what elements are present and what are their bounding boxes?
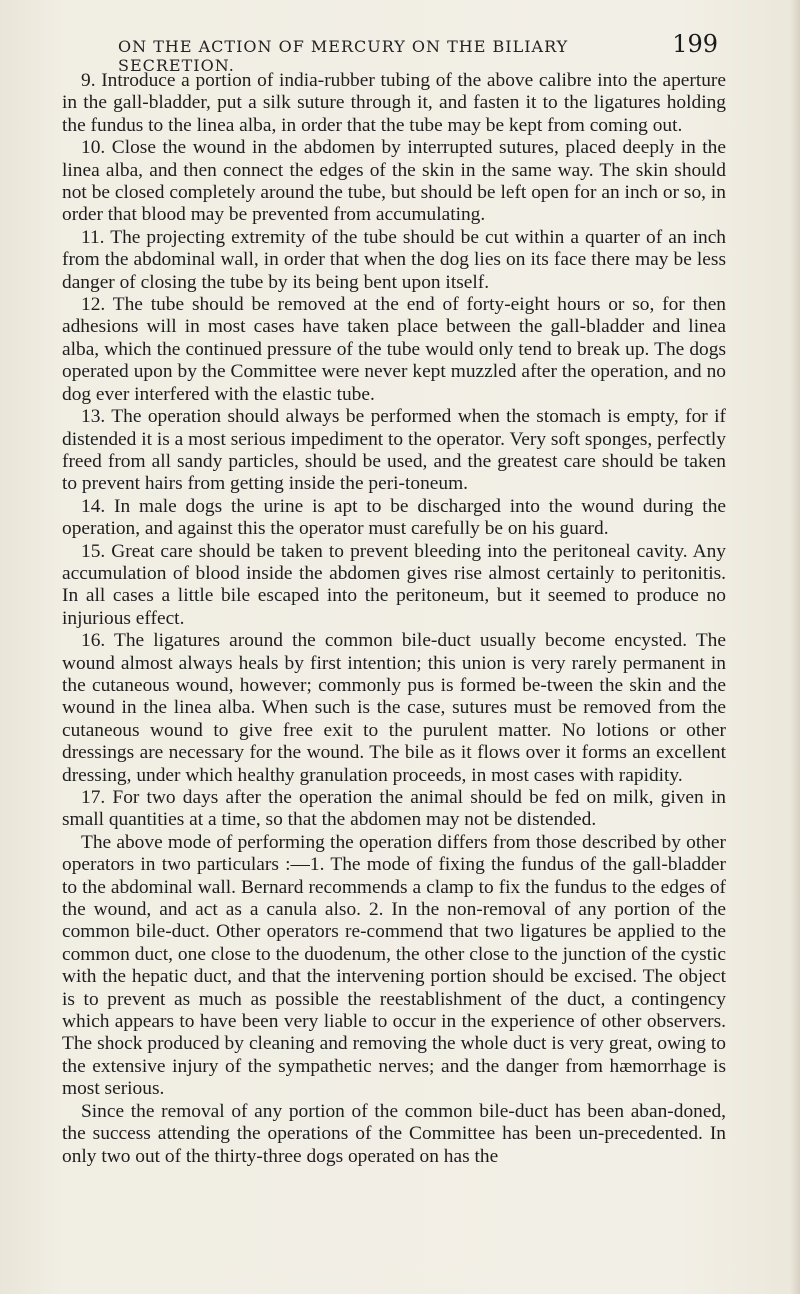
- page-header: [118, 30, 718, 75]
- paragraph-conclusion: Since the removal of any portion of the common bile-duct has been aban-doned, the success attending the operations of the Committee has been un-precedented. In only two out of the thirty-three dogs operated on has the: [62, 1100, 726, 1167]
- paragraph-item-11: 11. The projecting extremity of the tube should be cut within a quarter of an inch from the abdominal wall, in order that when the dog lies on its face there may be less danger of closing the tube by its being bent upon itself.: [62, 226, 726, 293]
- paragraph-comparison: The above mode of performing the operation differs from those described by other operators in two particulars :—1. The mode of fixing the fundus of the gall-bladder to the abdominal wall. Bernard recommends a clamp to fix the fundus to the edges of the wound, and act as a canula also. 2. In the non-removal of any portion of the common bile-duct. Other operators re-commend that two ligatures be applied to the common duct, one close to the duodenum, the other close to the junction of the cystic with the hepatic duct, and that the intervening portion should be excised. The object is to prevent as much as possible the reestablishment of the duct, a contingency which appears to have been very liable to occur in the experience of other observers. The shock produced by cleaning and removing the whole duct is very great, owing to the extensive injury of the sympathetic nerves; and the danger from hæmorrhage is most serious.: [62, 831, 726, 1100]
- paragraph-item-9: 9. Introduce a portion of india-rubber tubing of the above calibre into the aperture in the gall-bladder, put a silk suture through it, and fasten it to the ligatures holding the fundus to the linea alba, in order that the tube may be kept from coming out.: [62, 70, 726, 136]
- paragraph-item-12: 12. The tube should be removed at the end of forty-eight hours or so, for then adhesions will in most cases have taken place between the gall-bladder and linea alba, which the continued pressure of the tube would only tend to break up. The dogs operated upon by the Committee were never kept muzzled after the operation, and no dog ever interfered with the elastic tube.: [62, 294, 726, 405]
- page-number: 199: [672, 30, 718, 58]
- running-title: ON THE ACTION OF MERCURY ON THE BILIARY SECRETION.: [118, 37, 569, 75]
- paragraph-item-13: 13. The operation should always be performed when the stomach is empty, for if distended it is a most serious impediment to the operator. Very soft sponges, perfectly freed from all sandy particles, should be used, and the greatest care should be taken to prevent hairs from getting inside the peri-toneum.: [62, 406, 726, 495]
- body-text: [62, 70, 726, 1168]
- paragraph-item-10: 10. Close the wound in the abdomen by interrupted sutures, placed deeply in the linea alba, and then connect the edges of the skin in the same way. The skin should not be closed completely around the tube, but should be left open for an inch or so, in order that blood may be prevented from accumulating.: [62, 137, 726, 226]
- paragraph-item-16: 16. The ligatures around the common bile-duct usually become encysted. The wound almost always heals by first intention; this union is very rarely permanent in the cutaneous wound, however; commonly pus is formed be-tween the skin and the wound in the linea alba. When such is the case, sutures must be removed from the cutaneous wound to give free exit to the purulent matter. No lotions or other dressings are necessary for the wound. The bile as it flows over it forms an excellent dressing, under which healthy granulation proceeds, in most cases with rapidity.: [62, 630, 726, 786]
- page-edge-shadow: [790, 0, 800, 1294]
- paragraph-item-15: 15. Great care should be taken to prevent bleeding into the peritoneal cavity. Any accumulation of blood inside the abdomen gives rise almost certainly to peritonitis. In all cases a little bile escaped into the peritoneum, but it seemed to produce no injurious effect.: [62, 540, 726, 629]
- paragraph-item-14: 14. In male dogs the urine is apt to be discharged into the wound during the operation, and against this the operator must carefully be on his guard.: [62, 495, 726, 540]
- paragraph-item-17: 17. For two days after the operation the animal should be fed on milk, given in small quantities at a time, so that the abdomen may not be distended.: [62, 787, 726, 831]
